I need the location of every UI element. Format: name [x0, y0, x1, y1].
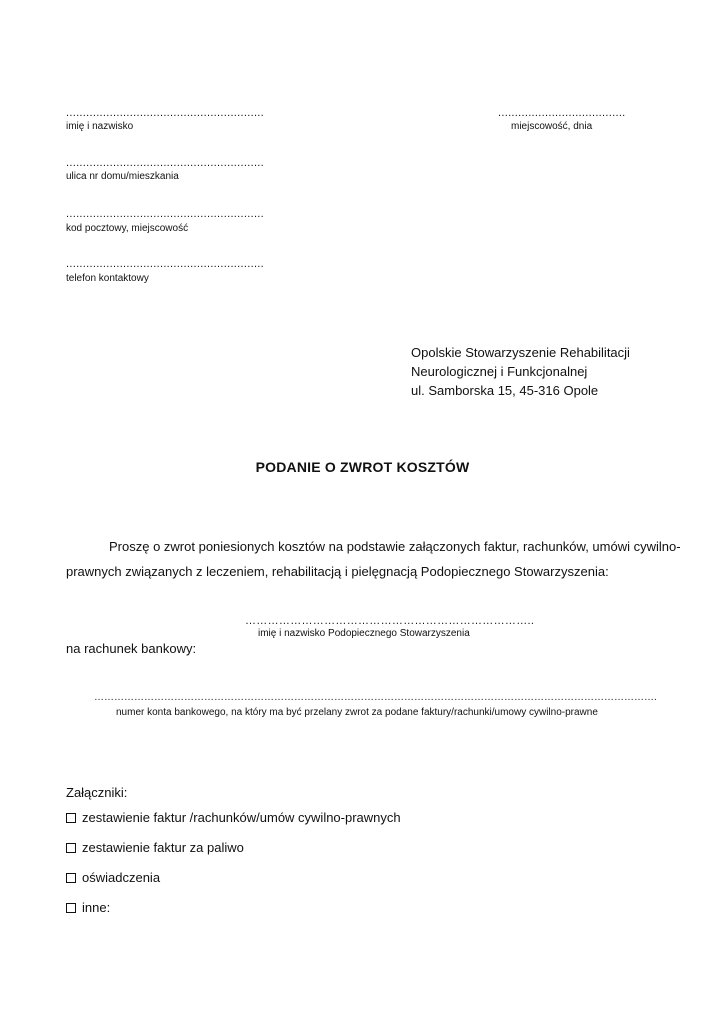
attachment-label: zestawienie faktur /rachunków/umów cywilno-prawnych	[82, 810, 401, 825]
attachment-label: zestawienie faktur za paliwo	[82, 840, 244, 855]
street-field-label: ulica nr domu/mieszkania	[66, 171, 179, 182]
attachment-label: oświadczenia	[82, 870, 161, 885]
name-field-dots[interactable]: ...........................................................	[66, 107, 265, 119]
body-line-2: prawnych związanych z leczeniem, rehabilitacją i pielęgnacją Podopiecznego Stowarzyszenia:	[66, 564, 609, 579]
checkbox-icon[interactable]	[66, 843, 76, 853]
document-title: PODANIE O ZWROT KOSZTÓW	[255, 459, 470, 475]
ward-name-label: imię i nazwisko Podopiecznego Stowarzyszenia	[258, 628, 470, 639]
attachment-fuel-item[interactable]	[66, 840, 244, 855]
body-line-1: Proszę o zwrot poniesionych kosztów na podstawie załączonych faktur, rachunków, umówi cywilno-	[109, 539, 681, 554]
recipient-line-1: Opolskie Stowarzyszenie Rehabilitacji	[411, 345, 630, 360]
recipient-line-3: ul. Samborska 15, 45-316 Opole	[411, 383, 599, 398]
bank-account-label: numer konta bankowego, na który ma być przelany zwrot za podane faktury/rachunki/umowy cywilno-prawne	[116, 707, 598, 718]
bank-intro: na rachunek bankowy:	[66, 641, 197, 656]
place-date-label: miejscowość, dnia	[511, 121, 593, 132]
attachment-other-item[interactable]	[66, 900, 110, 915]
name-field-label: imię i nazwisko	[66, 121, 134, 132]
recipient-line-2: Neurologicznej i Funkcjonalnej	[411, 364, 588, 379]
bank-account-dots[interactable]: …………………………………………………………………………………………………………………………………………………….	[94, 692, 657, 703]
attachment-statements-item[interactable]	[66, 870, 160, 885]
attachment-label: inne:	[82, 900, 111, 915]
checkbox-icon[interactable]	[66, 813, 76, 823]
checkbox-icon[interactable]	[66, 903, 76, 913]
phone-field-dots[interactable]: ...........................................................	[66, 258, 265, 270]
phone-field-label: telefon kontaktowy	[66, 273, 149, 284]
ward-name-dots[interactable]: …………………………………………………………………..	[245, 615, 535, 627]
postal-field-label: kod pocztowy, miejscowość	[66, 223, 189, 234]
attachment-invoices-item[interactable]	[66, 810, 401, 825]
checkbox-icon[interactable]	[66, 873, 76, 883]
postal-field-dots[interactable]: ...........................................................	[66, 208, 265, 220]
place-date-dots[interactable]: ......................................	[498, 107, 626, 119]
attachments-heading: Załączniki:	[66, 785, 128, 800]
street-field-dots[interactable]: ...........................................................	[66, 157, 265, 169]
